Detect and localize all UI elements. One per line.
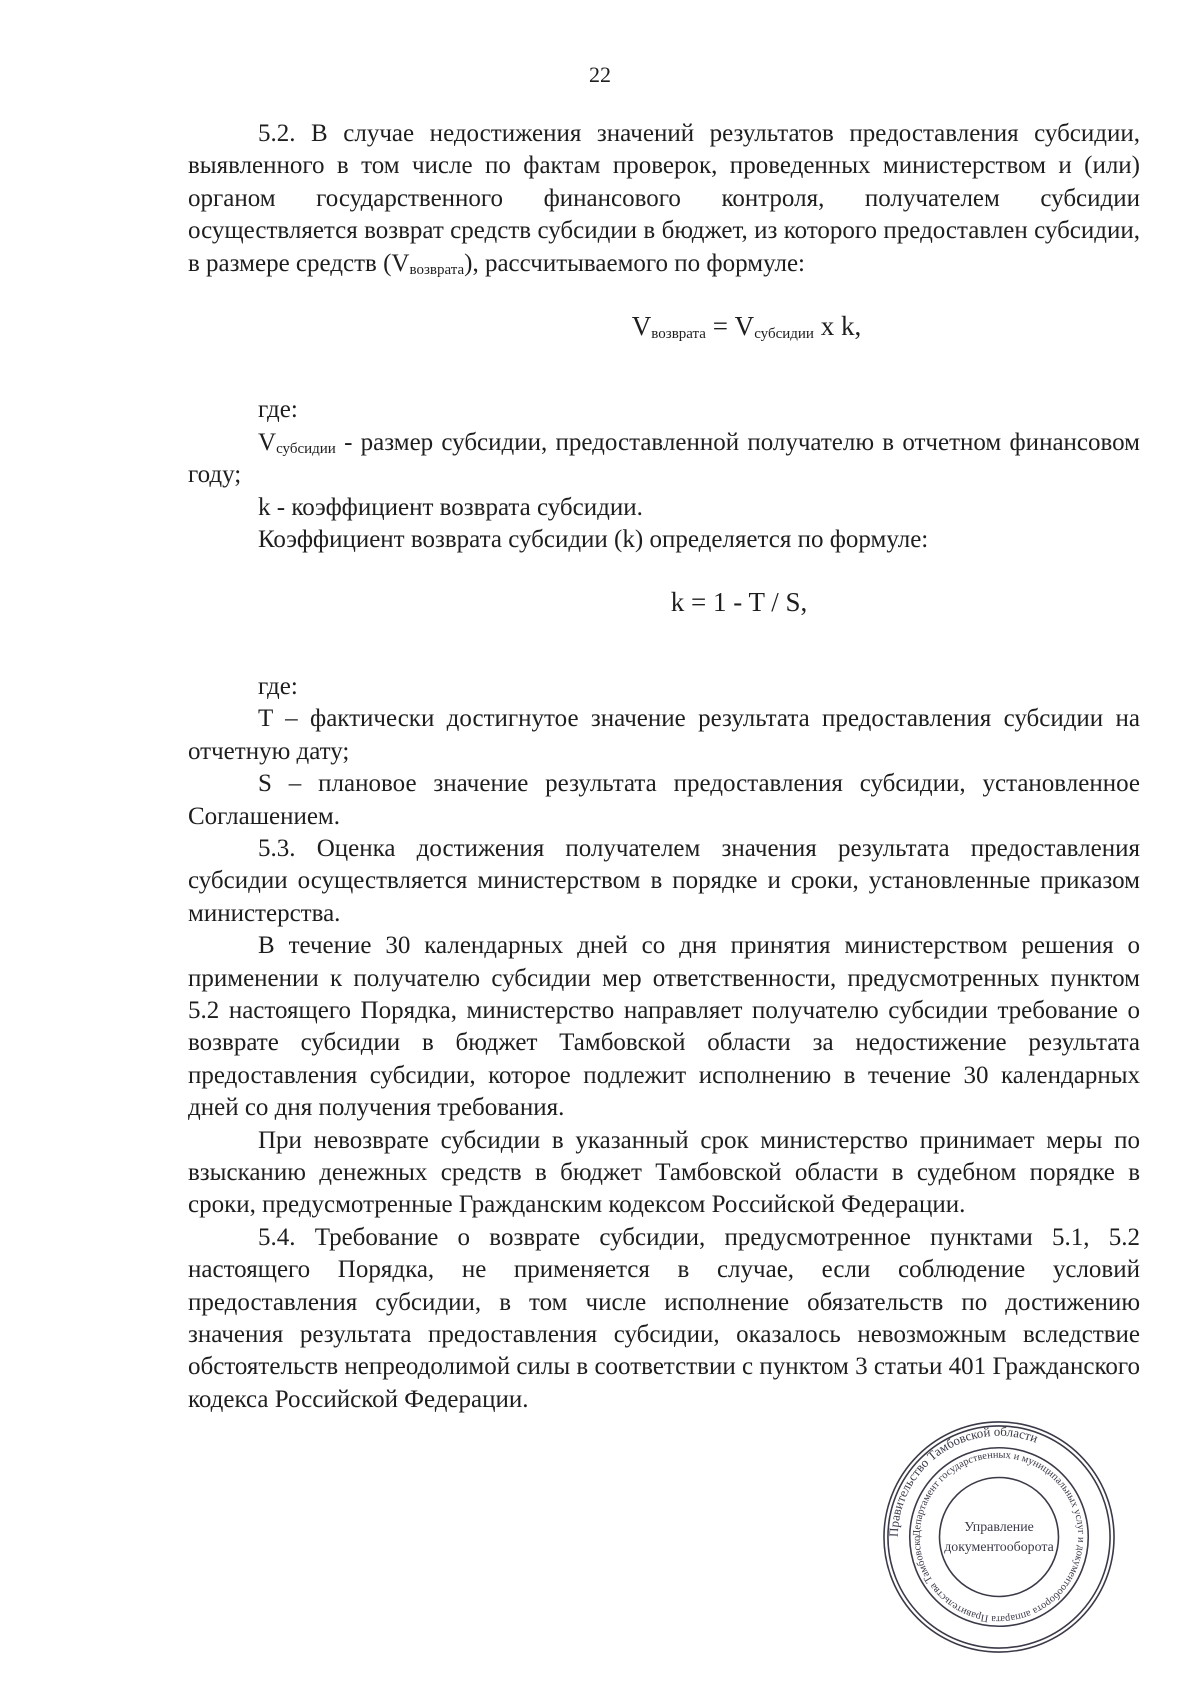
paragraph-5-2 [188, 118, 1140, 280]
paragraph-5-4: 5.4. Требование о возврате субсидии, предусмотренное пунктами 5.1, 5.2 настоящего Порядка, не применяется в случае, если соблюдение условий предоставления субсидии, в том числе исполнение обязательств по достижению значения результата предоставления субсидии, оказалось невозможным вследствие обстоятельств непреодолимой силы в соответствии с пунктом 3 статьи 401 Гражданского кодекса Российской Федерации. [188, 1223, 1140, 1413]
formula-refund-mid: = V [705, 311, 755, 342]
where-label-2: где: [258, 672, 298, 700]
document-body [188, 118, 1140, 1416]
stamp-inner-text: Департамент государственных и муниципальных услуг и документооборота аппарата Правительства Тамбовско [911, 1449, 1087, 1625]
stamp-center-line-2: документооборота [944, 1539, 1054, 1555]
formula-refund [188, 310, 1140, 342]
stamp-center-line-1: Управление [964, 1520, 1034, 1536]
page-number: 22 [589, 62, 611, 87]
definition-v-subscript: субсидии [276, 440, 336, 457]
coefficient-intro: Коэффициент возврата субсидии (k) определяется по формуле: [258, 526, 929, 554]
formula-refund-end: x k, [813, 311, 862, 342]
definition-v-symbol: V [258, 428, 277, 456]
formula-refund-sub2: субсидии [754, 326, 814, 343]
definition-s: S – плановое значение результата предоставления субсидии, установленное Соглашением. [188, 770, 1140, 830]
formula-refund-v: V [631, 311, 652, 342]
definition-v-text: - размер субсидии, предоставленной получателю в отчетном финансовом году; [188, 428, 1140, 489]
stamp-seal-icon [880, 1418, 1118, 1656]
stamp-outer-text: Правительство Тамбовской области [886, 1424, 1040, 1538]
paragraph-5-3-deadline: В течение 30 календарных дней со дня принятия министерством решения о применении к получателю субсидии мер ответственности, предусмотренных пунктом 5.2 настоящего Порядка, министерство направляет получателю субсидии требование о возврате субсидии в бюджет Тамбовской области за недостижение результата предоставления субсидии, которое подлежит исполнению в течение 30 календарных дней со дня получения требования. [188, 932, 1140, 1122]
paragraph-5-2-end: ), рассчитываемого по формуле: [464, 249, 805, 277]
where-label-1: где: [258, 396, 298, 424]
paragraph-5-2-text: 5.2. В случае недостижения значений результатов предоставления субсидии, выявленного в том числе по фактам проверок, проведенных министерством и (или) органом государственного финансового контроля, получателем субсидии осуществляется возврат средств субсидии в бюджет, из которого предоставлен субсидии, в размере средств (V [188, 120, 1140, 277]
formula-refund-sub1: возврата [651, 326, 706, 343]
paragraph-5-3: 5.3. Оценка достижения получателем значения результата предоставления субсидии осуществляется министерством в порядке и сроки, установленные приказом министерства. [188, 834, 1140, 927]
paragraph-5-3-enforcement: При невозврате субсидии в указанный срок министерство принимает меры по взысканию денежных средств в бюджет Тамбовской области в судебном порядке в сроки, предусмотренные Гражданским кодексом Российской Федерации. [188, 1126, 1140, 1219]
official-stamp [880, 1418, 1118, 1656]
definition-k: k - коэффициент возврата субсидии. [258, 493, 643, 521]
definition-v-subsidy [188, 427, 1140, 492]
paragraph-5-2-subscript: возврата [409, 261, 465, 278]
definition-t: T – фактически достигнутое значение результата предоставления субсидии на отчетную дату; [188, 705, 1140, 765]
formula-coefficient: k = 1 - T / S, [670, 587, 808, 618]
